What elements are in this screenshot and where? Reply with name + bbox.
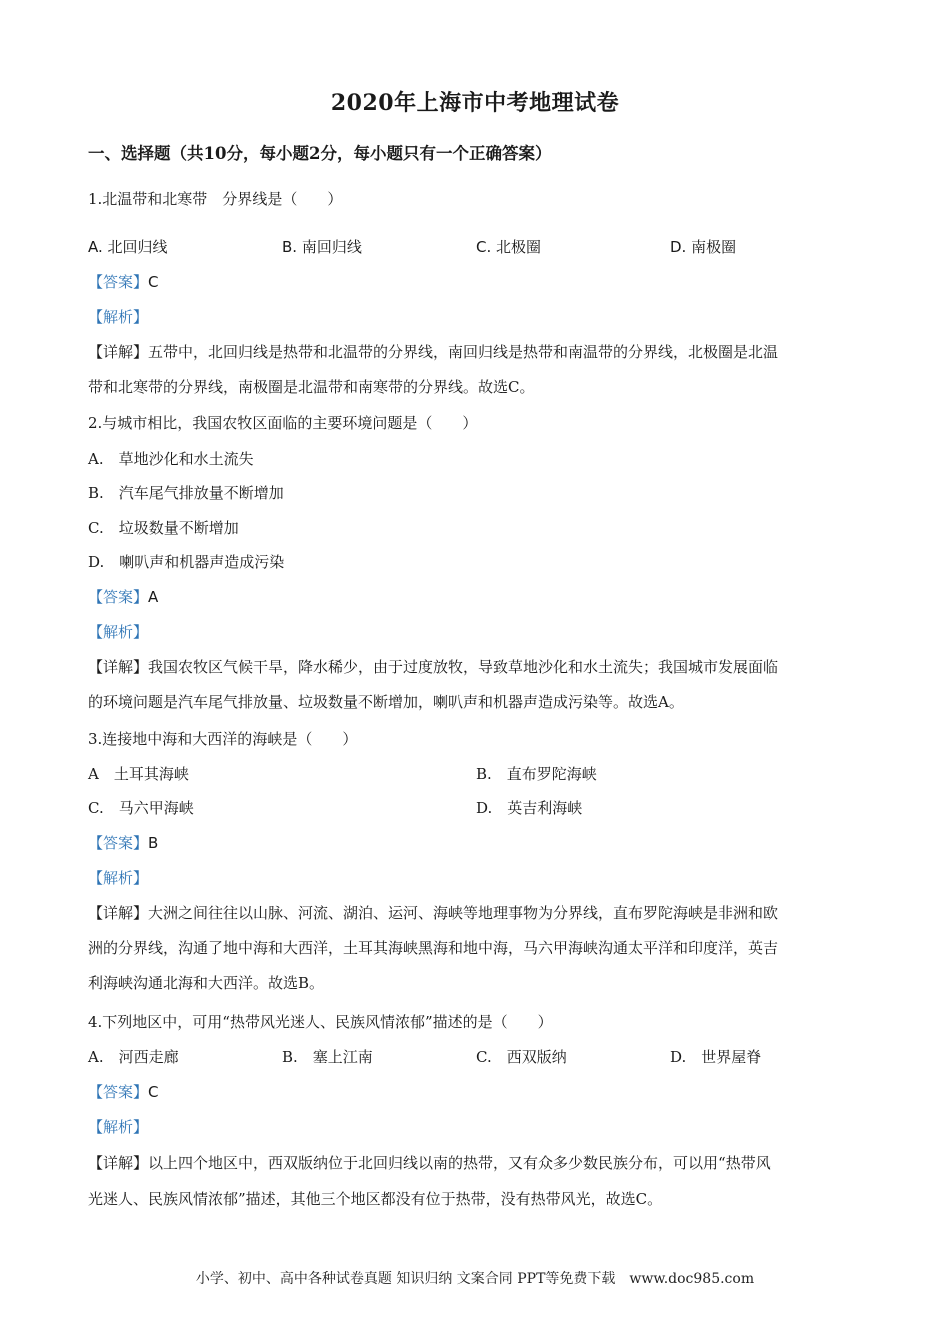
q3-answer-value: B: [148, 834, 159, 852]
detail-tag: 【详解】: [88, 658, 149, 676]
q1-detail-line-1: 【详解】五带中，北回归线是热带和北温带的分界线，南回归线是热带和南温带的分界线，北极圈是北温: [88, 343, 779, 361]
q2-detail-line-2: 的环境问题是汽车尾气排放量、垃圾数量不断增加，喇叭声和机器声造成污染等。故选A。: [88, 693, 684, 711]
q2-detail-line-1: 【详解】我国农牧区气候干旱，降水稀少，由于过度放牧，导致草地沙化和水土流失；我国城市发展面临: [88, 658, 779, 676]
q4-option-c: C. 西双版纳: [476, 1048, 567, 1066]
detail-tag: 【详解】: [88, 904, 149, 922]
q4-detail-line-1: 【详解】以上四个地区中，西双版纳位于北回归线以南的热带，又有众多少数民族分布，可以用“热带风: [88, 1154, 771, 1172]
q1-option-b: B. 南回归线: [282, 238, 362, 256]
page-footer: 小学、初中、高中各种试卷真题 知识归纳 文案合同 PPT等免费下载 www.doc985.com: [195, 1271, 755, 1287]
q3-option-b: B. 直布罗陀海峡: [476, 765, 597, 783]
question-4-stem: 4.下列地区中，可用“热带风光迷人、民族风情浓郁”描述的是（ ）: [88, 1013, 553, 1031]
q3-analysis-tag: 【解析】: [88, 869, 149, 887]
q1-option-d: D. 南极圈: [670, 238, 737, 256]
q1-analysis-tag: 【解析】: [88, 308, 149, 326]
q1-answer: [88, 271, 159, 293]
q4-answer: [88, 1081, 159, 1103]
q2-option-a: A. 草地沙化和水土流失: [88, 450, 254, 468]
answer-tag: 【答案】: [88, 1083, 149, 1101]
q4-option-d: D. 世界屋脊: [670, 1048, 762, 1066]
q2-option-b: B. 汽车尾气排放量不断增加: [88, 484, 284, 502]
question-2-stem: 2.与城市相比，我国农牧区面临的主要环境问题是（ ）: [88, 414, 478, 432]
q3-detail-line-1: 【详解】大洲之间往往以山脉、河流、湖泊、运河、海峡等地理事物为分界线，直布罗陀海峡是非洲和欧: [88, 904, 779, 922]
answer-tag: 【答案】: [88, 588, 149, 606]
detail-tag: 【详解】: [88, 1154, 149, 1172]
q1-detail-line-2: 带和北寒带的分界线，南极圈是北温带和南寒带的分界线。故选C。: [88, 378, 535, 396]
q1-answer-value: C: [148, 273, 159, 291]
q1-option-c: C. 北极圈: [476, 238, 542, 256]
q3-answer: [88, 832, 158, 854]
q3-option-c: C. 马六甲海峡: [88, 799, 194, 817]
question-1-stem: 1.北温带和北寒带 分界线是（ ）: [88, 190, 343, 208]
q2-analysis-tag: 【解析】: [88, 623, 149, 641]
detail-tag: 【详解】: [88, 343, 149, 361]
q3-detail-line-2: 洲的分界线，沟通了地中海和大西洋，土耳其海峡黑海和地中海，马六甲海峡沟通太平洋和印度洋，英吉: [88, 939, 779, 957]
answer-tag: 【答案】: [88, 834, 149, 852]
q2-option-d: D. 喇叭声和机器声造成污染: [88, 553, 285, 571]
q4-option-b: B. 塞上江南: [282, 1048, 373, 1066]
q3-option-d: D. 英吉利海峡: [476, 799, 583, 817]
page-title: 2020年上海市中考地理试卷: [330, 90, 620, 116]
q3-detail-line-3: 利海峡沟通北海和大西洋。故选B。: [88, 974, 325, 992]
q4-option-a: A. 河西走廊: [88, 1048, 179, 1066]
q4-analysis-tag: 【解析】: [88, 1118, 149, 1136]
q2-option-c: C. 垃圾数量不断增加: [88, 519, 239, 537]
q4-detail-line-2: 光迷人、民族风情浓郁”描述，其他三个地区都没有位于热带，没有热带风光，故选C。: [88, 1190, 663, 1208]
q2-answer-value: A: [148, 588, 159, 606]
section-heading: 一、选择题（共10分，每小题2分，每小题只有一个正确答案）: [88, 144, 552, 163]
answer-tag: 【答案】: [88, 273, 149, 291]
question-3-stem: 3.连接地中海和大西洋的海峡是（ ）: [88, 730, 358, 748]
q4-answer-value: C: [148, 1083, 159, 1101]
q3-option-a: A 土耳其海峡: [88, 765, 189, 783]
q1-option-a: A. 北回归线: [88, 238, 168, 256]
q2-answer: [88, 586, 158, 608]
